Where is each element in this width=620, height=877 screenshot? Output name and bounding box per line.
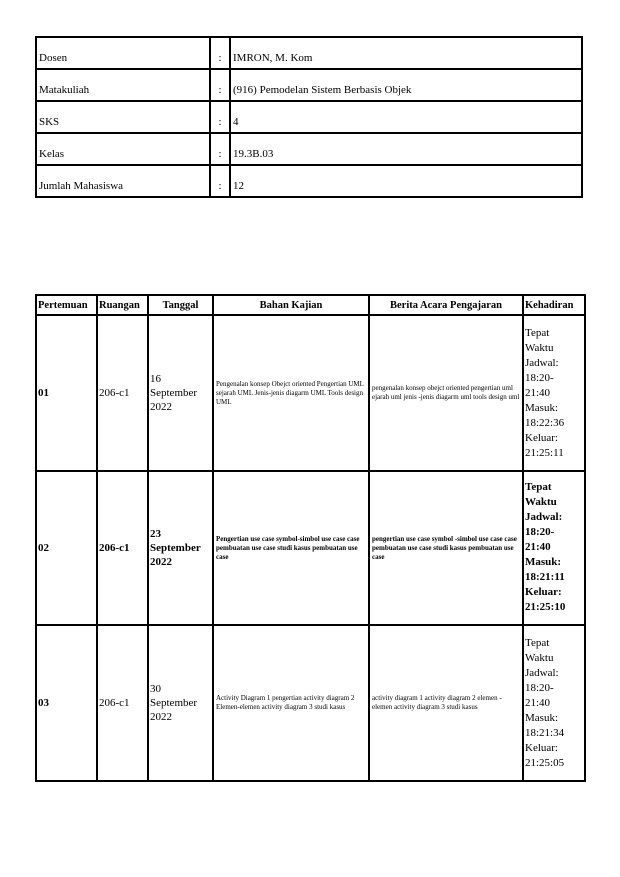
att-line: Masuk: xyxy=(525,556,562,568)
header-tanggal: Tanggal xyxy=(148,295,213,315)
header-kehadiran: Kehadiran xyxy=(523,295,585,315)
info-label: Kelas xyxy=(36,133,210,165)
att-line: Waktu xyxy=(525,496,557,508)
date-year: 2022 xyxy=(150,556,172,568)
cell-ruangan: 206-c1 xyxy=(97,315,148,471)
date-day: 16 xyxy=(150,373,161,385)
info-row-kelas xyxy=(36,133,582,165)
header-bahan-kajian: Bahan Kajian xyxy=(213,295,369,315)
info-label: SKS xyxy=(36,101,210,133)
cell-ruangan: 206-c1 xyxy=(97,471,148,625)
att-line: Masuk: xyxy=(525,402,558,414)
info-separator: : xyxy=(210,133,230,165)
course-info-table xyxy=(35,36,583,198)
cell-kehadiran xyxy=(523,315,585,471)
att-line: Waktu xyxy=(525,652,554,664)
att-line: Masuk: xyxy=(525,712,558,724)
date-month: September xyxy=(150,387,198,399)
att-line: 18:20- xyxy=(525,526,555,538)
info-value: IMRON, M. Kom xyxy=(230,37,582,69)
cell-bahan-kajian: Pengertian use case symbol-simbol use case case pembuatan use case studi kasus pembuatan use case xyxy=(213,471,369,625)
date-year: 2022 xyxy=(150,401,172,413)
info-row-jumlah-mahasiswa xyxy=(36,165,582,197)
date-day: 30 xyxy=(150,683,161,695)
att-line: 21:25:10 xyxy=(525,601,566,613)
info-row-sks xyxy=(36,101,582,133)
att-line: Jadwal: xyxy=(525,511,563,523)
header-berita-acara: Berita Acara Pengajaran xyxy=(369,295,523,315)
cell-kehadiran xyxy=(523,471,585,625)
table-continuation xyxy=(35,754,586,764)
att-line: 21:40 xyxy=(525,387,551,399)
cell-bahan-kajian: Activity Diagram 1 pengertian activity diagram 2 Elemen-elemen activity diagram 3 studi kasus xyxy=(213,625,369,781)
info-separator: : xyxy=(210,101,230,133)
header-ruangan: Ruangan xyxy=(97,295,148,315)
att-line: Keluar: xyxy=(525,432,558,444)
att-line: 21:40 xyxy=(525,541,551,553)
att-line: 18:21:11 xyxy=(525,571,565,583)
cell-berita-acara: pengenalan konsep obejct oriented pengertian uml ejarah uml jenis -jenis diagarm uml tools design uml xyxy=(369,315,523,471)
att-line: 21:25:11 xyxy=(525,447,564,459)
info-separator: : xyxy=(210,165,230,197)
att-line: Jadwal: xyxy=(525,667,559,679)
cell-pertemuan: 01 xyxy=(36,315,97,471)
cell-ruangan: 206-c1 xyxy=(97,625,148,781)
att-line: Tepat xyxy=(525,327,550,339)
info-value: 4 xyxy=(230,101,582,133)
cell-pertemuan: 03 xyxy=(36,625,97,781)
att-line: Jadwal: xyxy=(525,357,559,369)
date-month: September xyxy=(150,697,198,709)
cell-berita-acara: pengertian use case symbol -simbol use case case pembuatan use case studi kasus pembuatan use case xyxy=(369,471,523,625)
info-row-matakuliah xyxy=(36,69,582,101)
att-line: 21:40 xyxy=(525,697,551,709)
cell-bahan-kajian: Pengenalan konsep Obejct oriented Pengertian UML sejarah UML Jenis-jenis diagarm UML Tools design UML xyxy=(213,315,369,471)
cell-tanggal xyxy=(148,471,213,625)
info-label: Jumlah Mahasiswa xyxy=(36,165,210,197)
date-month: September xyxy=(150,542,201,554)
att-line: 18:22:36 xyxy=(525,417,565,429)
att-line: Keluar: xyxy=(525,742,558,754)
info-value: 12 xyxy=(230,165,582,197)
date-year: 2022 xyxy=(150,711,172,723)
info-label: Matakuliah xyxy=(36,69,210,101)
att-line: Tepat xyxy=(525,637,550,649)
cell-tanggal xyxy=(148,315,213,471)
att-line: 18:20- xyxy=(525,682,554,694)
cell-berita-acara: activity diagram 1 activity diagram 2 elemen -elemen activity diagram 3 studi kasus xyxy=(369,625,523,781)
att-line: Tepat xyxy=(525,481,552,493)
table-row xyxy=(36,315,585,471)
att-line: 21:25:05 xyxy=(525,757,565,769)
att-line: Keluar: xyxy=(525,586,562,598)
cell-pertemuan: 02 xyxy=(36,471,97,625)
schedule-table xyxy=(35,294,586,782)
att-line: 18:21:34 xyxy=(525,727,565,739)
header-pertemuan: Pertemuan xyxy=(36,295,97,315)
info-label: Dosen xyxy=(36,37,210,69)
date-day: 23 xyxy=(150,528,161,540)
att-line: 18:20- xyxy=(525,372,554,384)
att-line: Waktu xyxy=(525,342,554,354)
schedule-header-row xyxy=(36,295,585,315)
info-value: 19.3B.03 xyxy=(230,133,582,165)
table-row xyxy=(36,471,585,625)
info-separator: : xyxy=(210,69,230,101)
info-value: (916) Pemodelan Sistem Berbasis Objek xyxy=(230,69,582,101)
info-row-dosen xyxy=(36,37,582,69)
info-separator: : xyxy=(210,37,230,69)
